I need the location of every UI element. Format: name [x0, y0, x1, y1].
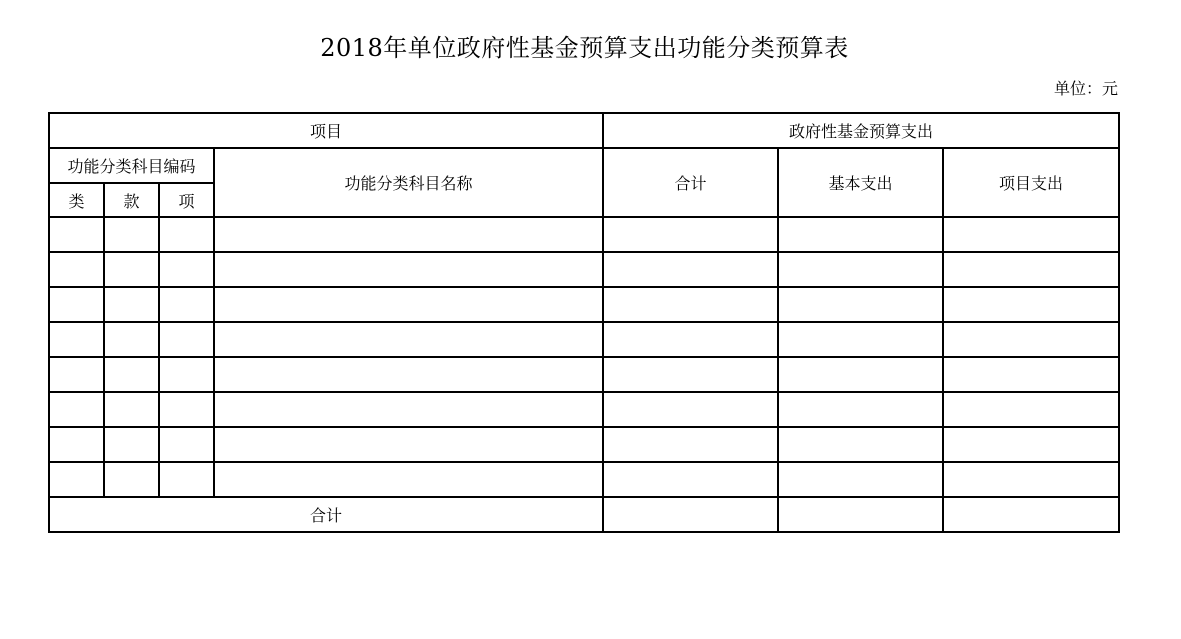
total-label: 合计: [49, 497, 603, 532]
header-code-class: 类: [49, 183, 104, 217]
table-cell: [104, 322, 159, 357]
table-cell: [159, 392, 214, 427]
table-cell: [943, 357, 1119, 392]
table-row: [49, 427, 1119, 462]
table-cell: [104, 357, 159, 392]
table-cell: [49, 357, 104, 392]
table-cell: [603, 427, 778, 462]
table-cell: [214, 217, 603, 252]
table-body: [49, 113, 1119, 532]
budget-table: [48, 112, 1120, 533]
table-cell: [214, 427, 603, 462]
table-cell: [778, 392, 943, 427]
table-cell: [159, 322, 214, 357]
table-cell: [214, 252, 603, 287]
table-cell: [104, 462, 159, 497]
total-row: [49, 497, 1119, 532]
table-cell: [603, 322, 778, 357]
table-cell: [159, 252, 214, 287]
header-project-expense: 项目支出: [943, 148, 1119, 217]
table-cell: [778, 217, 943, 252]
table-cell: [49, 392, 104, 427]
table-cell: [778, 427, 943, 462]
table-cell: [603, 392, 778, 427]
total-cell: [943, 497, 1119, 532]
header-basic: 基本支出: [778, 148, 943, 217]
table-cell: [159, 287, 214, 322]
table-cell: [214, 462, 603, 497]
total-cell: [603, 497, 778, 532]
table-cell: [49, 252, 104, 287]
table-cell: [104, 252, 159, 287]
table-cell: [943, 287, 1119, 322]
table-cell: [943, 322, 1119, 357]
table-row: [49, 392, 1119, 427]
table-cell: [943, 427, 1119, 462]
table-cell: [214, 287, 603, 322]
table-cell: [104, 392, 159, 427]
table-cell: [159, 357, 214, 392]
table-cell: [778, 252, 943, 287]
header-row-2: [49, 148, 1119, 183]
page-title: 2018年单位政府性基金预算支出功能分类预算表: [320, 34, 849, 62]
table-row: [49, 217, 1119, 252]
table-cell: [49, 462, 104, 497]
unit-label: 单位：元: [1053, 79, 1118, 98]
table-row: [49, 322, 1119, 357]
table-cell: [778, 287, 943, 322]
table-cell: [49, 217, 104, 252]
header-row-1: [49, 113, 1119, 148]
table-cell: [603, 287, 778, 322]
table-cell: [943, 392, 1119, 427]
table-cell: [603, 217, 778, 252]
table-row: [49, 462, 1119, 497]
table-cell: [943, 462, 1119, 497]
header-subject-name: 功能分类科目名称: [214, 148, 603, 217]
total-cell: [778, 497, 943, 532]
table-cell: [778, 357, 943, 392]
table-cell: [104, 287, 159, 322]
table-cell: [214, 357, 603, 392]
table-cell: [778, 462, 943, 497]
header-expenditure-group: 政府性基金预算支出: [603, 113, 1119, 148]
table-cell: [49, 322, 104, 357]
header-code-group: 功能分类科目编码: [49, 148, 214, 183]
table-cell: [943, 217, 1119, 252]
table-cell: [49, 287, 104, 322]
header-project: 项目: [49, 113, 603, 148]
table-cell: [603, 357, 778, 392]
table-cell: [159, 217, 214, 252]
table-row: [49, 287, 1119, 322]
header-code-item: 项: [159, 183, 214, 217]
table-cell: [603, 252, 778, 287]
header-code-section: 款: [104, 183, 159, 217]
table-cell: [603, 462, 778, 497]
table-cell: [214, 322, 603, 357]
table-row: [49, 252, 1119, 287]
table-cell: [943, 252, 1119, 287]
table-cell: [49, 427, 104, 462]
table-cell: [159, 462, 214, 497]
table-cell: [104, 217, 159, 252]
table-cell: [159, 427, 214, 462]
table-cell: [214, 392, 603, 427]
table-row: [49, 357, 1119, 392]
header-total: 合计: [603, 148, 778, 217]
table-cell: [778, 322, 943, 357]
table-cell: [104, 427, 159, 462]
